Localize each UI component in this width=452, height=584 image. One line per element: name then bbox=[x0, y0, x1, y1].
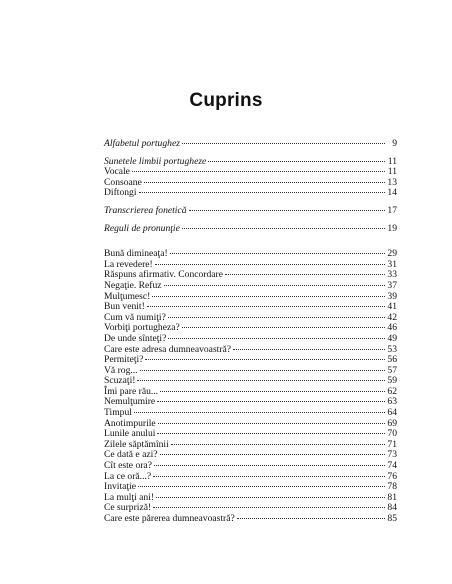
dot-leader bbox=[237, 518, 385, 519]
toc-entry-page-number: 74 bbox=[387, 460, 397, 472]
toc-entry-label: Bună dimineaţa! bbox=[104, 248, 168, 260]
toc-entry-page-number: 85 bbox=[387, 513, 397, 524]
table-of-contents bbox=[104, 139, 397, 525]
toc-entry-label: Îmi pare rău... bbox=[104, 385, 159, 397]
toc-entry[interactable] bbox=[104, 157, 397, 168]
toc-entry-page-number: 42 bbox=[387, 311, 397, 323]
toc-entry-label: Permiteţi? bbox=[104, 354, 144, 366]
toc-entry-page-number: 59 bbox=[387, 375, 397, 387]
toc-entry[interactable] bbox=[104, 334, 397, 345]
toc-entry[interactable] bbox=[104, 178, 397, 189]
toc-entry-label: Reguli de pronunţie bbox=[104, 222, 180, 234]
dot-leader bbox=[182, 143, 385, 144]
toc-entry-page-number: 57 bbox=[387, 364, 397, 376]
toc-entry[interactable] bbox=[104, 167, 397, 178]
dot-leader bbox=[145, 359, 385, 360]
dot-leader bbox=[208, 161, 385, 162]
toc-entry-page-number: 63 bbox=[387, 396, 397, 408]
dot-leader bbox=[153, 507, 385, 508]
toc-entry-page-number: 37 bbox=[387, 279, 397, 291]
toc-entry[interactable] bbox=[104, 366, 397, 377]
toc-entry-page-number: 14 bbox=[387, 187, 397, 199]
toc-entry-label: Care este părerea dumneavoastră? bbox=[104, 513, 235, 524]
toc-entry[interactable] bbox=[104, 224, 397, 235]
dot-leader bbox=[132, 171, 385, 172]
toc-entry-label: Alfabetul portughez bbox=[104, 138, 180, 149]
toc-entry-page-number: 11 bbox=[387, 155, 397, 167]
toc-entry-label: Scuzaţi! bbox=[104, 375, 136, 387]
toc-entry-label: Vocale bbox=[104, 166, 130, 178]
toc-entry-label: Vorbiţi portugheza? bbox=[104, 322, 180, 334]
dot-leader bbox=[182, 228, 385, 229]
group-spacer bbox=[104, 234, 397, 249]
dot-leader bbox=[160, 454, 385, 455]
toc-entry-page-number: 29 bbox=[387, 248, 397, 260]
toc-entry-page-number: 17 bbox=[387, 204, 397, 216]
toc-entry-page-number: 62 bbox=[387, 385, 397, 397]
toc-entry-label: Timpul bbox=[104, 407, 132, 419]
toc-entry-label: Cît este ora? bbox=[104, 460, 152, 472]
toc-entry-page-number: 64 bbox=[387, 407, 397, 419]
toc-entry-page-number: 46 bbox=[387, 322, 397, 334]
dot-leader bbox=[164, 285, 385, 286]
dot-leader bbox=[153, 476, 385, 477]
dot-leader bbox=[138, 486, 385, 487]
toc-entry-label: Nemulţumire bbox=[104, 396, 156, 408]
toc-entry-label: La ce oră...? bbox=[104, 470, 152, 482]
toc-entry-page-number: 69 bbox=[387, 417, 397, 429]
toc-entry-label: Răspuns afirmativ. Concordare bbox=[104, 269, 223, 281]
dot-leader bbox=[225, 274, 385, 275]
toc-entry-label: La revedere! bbox=[104, 258, 153, 270]
toc-entry-label: Zilele săptămînii bbox=[104, 438, 169, 450]
dot-leader bbox=[157, 433, 385, 434]
toc-entry-label: Care este adresa dumneavoastră? bbox=[104, 343, 232, 355]
toc-entry-label: Diftongi bbox=[104, 187, 137, 199]
toc-entry-page-number: 19 bbox=[387, 222, 397, 234]
dot-leader bbox=[139, 192, 385, 193]
dot-leader bbox=[189, 210, 385, 211]
dot-leader bbox=[168, 338, 385, 339]
dot-leader bbox=[154, 465, 385, 466]
dot-leader bbox=[170, 253, 385, 254]
toc-entry-label: Sunetele limbii portugheze bbox=[104, 155, 207, 167]
toc-entry[interactable] bbox=[104, 345, 397, 356]
dot-leader bbox=[156, 497, 385, 498]
toc-entry-label: Transcrierea fonetică bbox=[104, 204, 187, 216]
toc-entry-label: Ce surpriză! bbox=[104, 502, 152, 514]
toc-entry-page-number: 70 bbox=[387, 428, 397, 440]
dot-leader bbox=[233, 349, 385, 350]
toc-entry-label: Lunile anului bbox=[104, 428, 156, 440]
toc-entry[interactable] bbox=[104, 139, 397, 150]
toc-entry-label: La mulţi ani! bbox=[104, 491, 155, 503]
toc-entry-label: Negaţie. Refuz bbox=[104, 279, 162, 291]
dot-leader bbox=[152, 296, 385, 297]
toc-entry-label: Vă rog... bbox=[104, 364, 138, 376]
toc-entry-page-number: 11 bbox=[387, 166, 397, 178]
toc-entry-page-number: 9 bbox=[392, 138, 397, 149]
toc-entry[interactable] bbox=[104, 397, 397, 408]
toc-entry-page-number: 81 bbox=[387, 491, 397, 503]
toc-entry-label: De unde sînteţi? bbox=[104, 332, 167, 344]
dot-leader bbox=[160, 391, 385, 392]
dot-leader bbox=[144, 182, 385, 183]
toc-entry-label: Invitaţie bbox=[104, 481, 136, 493]
toc-entry-label: Cum vă numiţi? bbox=[104, 311, 166, 323]
toc-entry-label: Consoane bbox=[104, 176, 142, 188]
dot-leader bbox=[147, 306, 385, 307]
page-title: Cuprins bbox=[189, 90, 263, 111]
dot-leader bbox=[158, 423, 385, 424]
dot-leader bbox=[134, 412, 385, 413]
dot-leader bbox=[140, 370, 385, 371]
toc-entry-page-number: 53 bbox=[387, 343, 397, 355]
toc-entry-page-number: 71 bbox=[387, 438, 397, 450]
toc-entry-label: Bun venit! bbox=[104, 301, 145, 313]
toc-entry-page-number: 13 bbox=[387, 176, 397, 188]
toc-entry-page-number: 41 bbox=[387, 301, 397, 313]
toc-entry[interactable] bbox=[104, 188, 397, 199]
toc-entry-label: Ce dată e azi? bbox=[104, 449, 158, 461]
toc-entry-page-number: 39 bbox=[387, 290, 397, 302]
toc-entry-label: Anotimpurile bbox=[104, 417, 156, 429]
toc-entry-page-number: 76 bbox=[387, 470, 397, 482]
dot-leader bbox=[168, 317, 385, 318]
toc-entry-page-number: 84 bbox=[387, 502, 397, 514]
toc-entry-page-number: 31 bbox=[387, 258, 397, 270]
dot-leader bbox=[155, 264, 385, 265]
toc-entry-page-number: 78 bbox=[387, 481, 397, 493]
toc-entry[interactable] bbox=[104, 206, 397, 217]
toc-entry-page-number: 56 bbox=[387, 354, 397, 366]
dot-leader bbox=[157, 401, 385, 402]
dot-leader bbox=[137, 380, 385, 381]
toc-entry[interactable] bbox=[104, 281, 397, 292]
toc-entry[interactable] bbox=[104, 292, 397, 303]
dot-leader bbox=[171, 444, 385, 445]
toc-entry-page-number: 49 bbox=[387, 332, 397, 344]
dot-leader bbox=[182, 327, 385, 328]
toc-entry-page-number: 73 bbox=[387, 449, 397, 461]
toc-entry-page-number: 33 bbox=[387, 269, 397, 281]
toc-entry[interactable] bbox=[104, 514, 397, 525]
toc-entry[interactable] bbox=[104, 355, 397, 366]
toc-entry[interactable] bbox=[104, 472, 397, 483]
toc-entry-label: Mulţumesc! bbox=[104, 290, 151, 302]
